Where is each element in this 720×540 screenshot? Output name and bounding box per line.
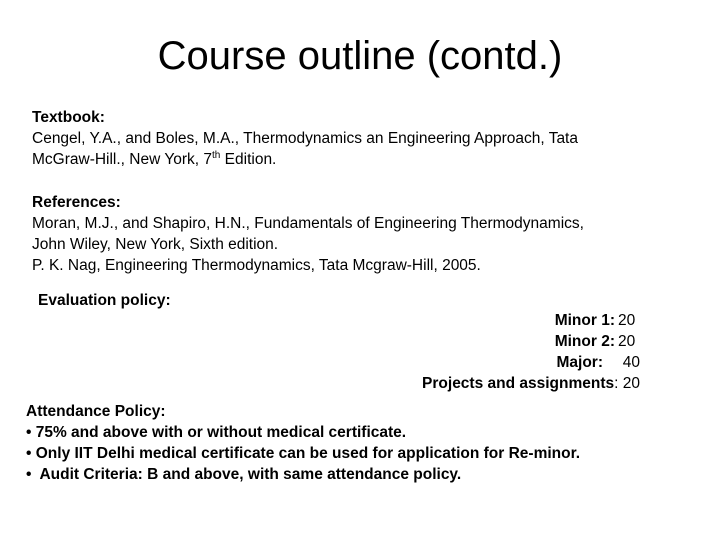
textbook-line-2-suffix: Edition. xyxy=(220,151,277,168)
reference-line: P. K. Nag, Engineering Thermodynamics, Tata Mcgraw-Hill, 2005. xyxy=(32,257,481,274)
attendance-heading: Attendance Policy: xyxy=(26,403,166,420)
attendance-section xyxy=(26,401,706,485)
textbook-line-2-prefix: McGraw-Hill., New York, 7 xyxy=(32,151,213,168)
grade-row-major xyxy=(300,352,640,373)
grade-row-minor-1 xyxy=(300,310,640,331)
references-heading: References: xyxy=(32,194,121,211)
textbook-heading: Textbook: xyxy=(32,109,105,126)
textbook-line-1: Cengel, Y.A., and Boles, M.A., Thermodynamics an Engineering Approach, Tata xyxy=(32,130,578,147)
references-section xyxy=(32,192,702,276)
evaluation-heading: Evaluation policy: xyxy=(38,292,171,309)
grade-label: Projects and assignments xyxy=(422,375,615,392)
grade-value: 20 xyxy=(618,333,636,350)
grade-value: 40 xyxy=(622,354,640,371)
slide-title: Course outline (contd.) xyxy=(157,34,563,78)
reference-line: John Wiley, New York, Sixth edition. xyxy=(32,236,279,253)
attendance-bullet: • Only IIT Delhi medical certificate can be used for application for Re-minor. xyxy=(26,445,581,462)
textbook-edition-superscript: th xyxy=(212,149,221,161)
textbook-section xyxy=(32,107,702,170)
grade-label: Minor 1: xyxy=(554,312,615,329)
grade-row-projects xyxy=(300,373,640,394)
grade-label: Minor 2: xyxy=(554,333,615,350)
attendance-bullet: • 75% and above with or without medical certificate. xyxy=(26,424,407,441)
grade-value: 20 xyxy=(618,312,636,329)
grade-label: Major: xyxy=(556,354,603,371)
textbook-line-2 xyxy=(32,149,702,170)
evaluation-grades xyxy=(300,310,640,394)
grade-row-minor-2 xyxy=(300,331,640,352)
attendance-bullet: • Audit Criteria: B and above, with same attendance policy. xyxy=(26,466,462,483)
reference-line: Moran, M.J., and Shapiro, H.N., Fundamentals of Engineering Thermodynamics, xyxy=(32,215,584,232)
grade-value: : 20 xyxy=(614,375,640,392)
